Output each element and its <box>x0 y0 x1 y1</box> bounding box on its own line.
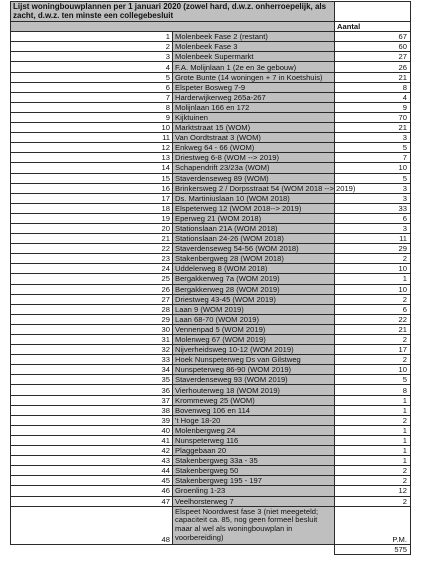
title-row <box>11 2 411 22</box>
plan-aantal: 17 <box>335 345 411 355</box>
table-row <box>11 173 411 183</box>
plan-aantal: 10 <box>335 365 411 375</box>
row-number: 22 <box>11 244 173 254</box>
plan-aantal: 2 <box>335 294 411 304</box>
table-row <box>11 365 411 375</box>
plan-name: Plaggebaan 20 <box>173 446 335 456</box>
table-row <box>11 314 411 324</box>
plan-aantal: 5 <box>335 143 411 153</box>
table-row <box>11 335 411 345</box>
table-row <box>11 274 411 284</box>
table-row <box>11 496 411 506</box>
table-row <box>11 415 411 425</box>
plan-name: Groenling 1-23 <box>173 486 335 496</box>
row-number: 19 <box>11 213 173 223</box>
row-number: 34 <box>11 365 173 375</box>
row-number: 28 <box>11 304 173 314</box>
table-row <box>11 425 411 435</box>
row-number: 9 <box>11 112 173 122</box>
plan-name: Hoek Nunspeterweg Ds van Gilstweg <box>173 355 335 365</box>
plan-name: Vierhouterweg 18 (WOM 2019) <box>173 385 335 395</box>
plan-name: Enkweg 64 - 66 (WOM) <box>173 143 335 153</box>
row-number: 17 <box>11 193 173 203</box>
table-row <box>11 183 411 193</box>
table-row <box>11 143 411 153</box>
plan-aantal: 5 <box>335 173 411 183</box>
row-number: 7 <box>11 92 173 102</box>
spreadsheet <box>10 1 411 555</box>
table-row <box>11 234 411 244</box>
row-number: 33 <box>11 355 173 365</box>
plan-name: Bovenweg 106 en 114 <box>173 405 335 415</box>
table-row <box>11 264 411 274</box>
column-header-row <box>11 22 411 32</box>
table-row <box>11 375 411 385</box>
plan-aantal: 12 <box>335 486 411 496</box>
row-number: 42 <box>11 446 173 456</box>
plan-aantal: 3 <box>335 223 411 233</box>
title-blank-cell <box>335 2 411 22</box>
table-row <box>11 123 411 133</box>
plan-aantal: 21 <box>335 72 411 82</box>
table-row <box>11 72 411 82</box>
row-number: 18 <box>11 203 173 213</box>
plan-name: Harderwijkerweg 265a-267 <box>173 92 335 102</box>
plan-name: 't Hoge 18-20 <box>173 415 335 425</box>
row-number: 10 <box>11 123 173 133</box>
plan-aantal: 21 <box>335 324 411 334</box>
table-row <box>11 456 411 466</box>
plan-aantal: 1 <box>335 446 411 456</box>
plan-aantal: 6 <box>335 304 411 314</box>
plan-aantal: 1 <box>335 274 411 284</box>
table-row <box>11 223 411 233</box>
housing-plans-table <box>10 1 411 555</box>
table-row <box>11 324 411 334</box>
table-row <box>11 112 411 122</box>
plan-name: Veelhorsterweg 7 <box>173 496 335 506</box>
row-number: 5 <box>11 72 173 82</box>
plan-aantal: 2 <box>335 496 411 506</box>
plan-aantal: 2 <box>335 254 411 264</box>
row-number: 27 <box>11 294 173 304</box>
plan-name: Stakenbergweg 195 - 197 <box>173 476 335 486</box>
plan-name: Molijnlaan 166 en 172 <box>173 102 335 112</box>
table-row <box>11 163 411 173</box>
plan-name: Stationslaan 21A (WOM 2018) <box>173 223 335 233</box>
row-number: 46 <box>11 486 173 496</box>
plan-name: Staverdenseweg 93 (WOM 2019) <box>173 375 335 385</box>
plan-name: Driestweg 6-8 (WOM --> 2019) <box>173 153 335 163</box>
row-number: 4 <box>11 62 173 72</box>
plan-aantal: 26 <box>335 62 411 72</box>
row-number: 43 <box>11 456 173 466</box>
plan-name: Staverdenseweg 89 (WOM) <box>173 173 335 183</box>
plan-name: Elspeet Noordwest fase 3 (niet meegeteld; capaciteit ca. 85, nog geen formeel besluit maar al wel als woningbouwplan in voorbereiding) <box>173 506 335 544</box>
table-row <box>11 476 411 486</box>
table-row <box>11 304 411 314</box>
plan-name: Molenbeek Supermarkt <box>173 52 335 62</box>
table-row <box>11 284 411 294</box>
plan-aantal: 2 <box>335 476 411 486</box>
table-title: Lijst woningbouwplannen per 1 januari 2020 (zowel hard, d.w.z. onherroepelijk, als zacht, d.w.z. ten minste een collegebesluit <box>11 2 335 22</box>
total-row <box>11 544 411 554</box>
plan-aantal: 70 <box>335 112 411 122</box>
plan-aantal: 6 <box>335 213 411 223</box>
plan-aantal: 2 <box>335 415 411 425</box>
plan-name: Stationslaan 24-26 (WOM 2018) <box>173 234 335 244</box>
row-number: 48 <box>11 506 173 544</box>
plan-aantal: 22 <box>335 314 411 324</box>
row-number: 11 <box>11 133 173 143</box>
table-row <box>11 42 411 52</box>
plan-name: Krommeweg 25 (WOM) <box>173 395 335 405</box>
plan-aantal: 3 <box>335 183 411 193</box>
plan-name: Molenbergweg 24 <box>173 425 335 435</box>
plan-name: Nunspeterweg 86-90 (WOM 2019) <box>173 365 335 375</box>
table-row <box>11 193 411 203</box>
row-number: 47 <box>11 496 173 506</box>
table-row <box>11 466 411 476</box>
plan-name: Vennenpad 5 (WOM 2019) <box>173 324 335 334</box>
row-number: 36 <box>11 385 173 395</box>
plan-name: Stakenbergweg 28 (WOM 2018) <box>173 254 335 264</box>
row-number: 37 <box>11 395 173 405</box>
row-number: 16 <box>11 183 173 193</box>
row-number: 26 <box>11 284 173 294</box>
plan-name: Grote Bunte (14 woningen + 7 in Koetshuis) <box>173 72 335 82</box>
plan-name: Molenweg 67 (WOM 2019) <box>173 335 335 345</box>
row-number: 40 <box>11 425 173 435</box>
plan-name: Bergakkerweg 7a (WOM 2019) <box>173 274 335 284</box>
plan-aantal: 3 <box>335 193 411 203</box>
plan-name: Molenbeek Fase 3 <box>173 42 335 52</box>
row-number: 31 <box>11 335 173 345</box>
plan-aantal: 1 <box>335 435 411 445</box>
table-row <box>11 92 411 102</box>
plan-aantal: 1 <box>335 395 411 405</box>
row-number: 14 <box>11 163 173 173</box>
row-number: 15 <box>11 173 173 183</box>
table-row <box>11 355 411 365</box>
plan-aantal: 29 <box>335 244 411 254</box>
plan-aantal: 11 <box>335 234 411 244</box>
row-number: 24 <box>11 264 173 274</box>
row-number: 20 <box>11 223 173 233</box>
table-row <box>11 32 411 42</box>
row-number: 13 <box>11 153 173 163</box>
plan-name: Driestweg 43-45 (WOM 2019) <box>173 294 335 304</box>
plan-name: Van Oordtstraat 3 (WOM) <box>173 133 335 143</box>
plan-aantal: 1 <box>335 456 411 466</box>
row-number: 21 <box>11 234 173 244</box>
plan-name: Schapendrift 23/23a (WOM) <box>173 163 335 173</box>
table-row <box>11 294 411 304</box>
row-number: 29 <box>11 314 173 324</box>
table-row <box>11 385 411 395</box>
total-blank-nr <box>11 544 173 554</box>
table-row <box>11 82 411 92</box>
table-row <box>11 405 411 415</box>
row-number: 1 <box>11 32 173 42</box>
table-row <box>11 446 411 456</box>
table-row <box>11 213 411 223</box>
plan-name: F.A. Molijnlaan 1 (2e en 3e gebouw) <box>173 62 335 72</box>
header-blank-cell <box>11 22 335 32</box>
plan-name: Kijktuinen <box>173 112 335 122</box>
plan-aantal: 8 <box>335 385 411 395</box>
plan-aantal: 67 <box>335 32 411 42</box>
plan-aantal: 21 <box>335 123 411 133</box>
row-number: 2 <box>11 42 173 52</box>
table-row <box>11 102 411 112</box>
plan-name: Bergakkerweg 28 (WOM 2019) <box>173 284 335 294</box>
row-number: 8 <box>11 102 173 112</box>
row-number: 35 <box>11 375 173 385</box>
plan-aantal: 1 <box>335 405 411 415</box>
row-number: 44 <box>11 466 173 476</box>
table-row <box>11 244 411 254</box>
plan-name: Brinkersweg 2 / Dorpsstraat 54 (WOM 2018 --> 2019) <box>173 183 335 193</box>
plan-aantal: 5 <box>335 375 411 385</box>
plan-aantal: 7 <box>335 153 411 163</box>
table-row <box>11 133 411 143</box>
plan-aantal: 9 <box>335 102 411 112</box>
plan-name: Uddelerweg 8 (WOM 2018) <box>173 264 335 274</box>
row-number: 45 <box>11 476 173 486</box>
plan-name: Laan 68-70 (WOM 2019) <box>173 314 335 324</box>
row-number: 41 <box>11 435 173 445</box>
table-row <box>11 486 411 496</box>
row-number: 30 <box>11 324 173 334</box>
row-number: 25 <box>11 274 173 284</box>
total-blank-name <box>173 544 335 554</box>
table-row <box>11 52 411 62</box>
plan-aantal: 4 <box>335 92 411 102</box>
table-row <box>11 395 411 405</box>
plan-name: Nunspeterweg 116 <box>173 435 335 445</box>
plan-aantal: 2 <box>335 335 411 345</box>
table-row <box>11 153 411 163</box>
plan-aantal: 33 <box>335 203 411 213</box>
plan-aantal: 27 <box>335 52 411 62</box>
plan-name: Molenbeek Fase 2 (restant) <box>173 32 335 42</box>
plan-aantal: 8 <box>335 82 411 92</box>
plan-aantal: 60 <box>335 42 411 52</box>
plan-name: Stakenbergweg 50 <box>173 466 335 476</box>
plan-name: Marktstraat 15 (WOM) <box>173 123 335 133</box>
plan-name: Laan 9 (WOM 2019) <box>173 304 335 314</box>
table-row <box>11 203 411 213</box>
row-number: 38 <box>11 405 173 415</box>
plan-aantal: 10 <box>335 264 411 274</box>
plan-name: Elspeterweg 12 (WOM 2018--> 2019) <box>173 203 335 213</box>
plan-aantal: P.M. <box>335 506 411 544</box>
row-number: 23 <box>11 254 173 264</box>
plan-aantal: 2 <box>335 355 411 365</box>
plan-aantal: 10 <box>335 284 411 294</box>
plan-name: Nijverheidsweg 10-12 (WOM 2019) <box>173 345 335 355</box>
row-number: 6 <box>11 82 173 92</box>
table-row-note <box>11 506 411 544</box>
plan-name: Stakenbergweg 33a - 35 <box>173 456 335 466</box>
table-row <box>11 435 411 445</box>
plan-aantal: 3 <box>335 133 411 143</box>
plan-name: Staverdenseweg 54-56 (WOM 2018) <box>173 244 335 254</box>
table-row <box>11 254 411 264</box>
plan-aantal: 2 <box>335 466 411 476</box>
plan-name: Eperweg 21 (WOM 2018) <box>173 213 335 223</box>
row-number: 32 <box>11 345 173 355</box>
aantal-header: Aantal <box>335 22 411 32</box>
plan-aantal: 10 <box>335 163 411 173</box>
total-value: 575 <box>335 544 411 554</box>
row-number: 3 <box>11 52 173 62</box>
row-number: 12 <box>11 143 173 153</box>
plan-aantal: 1 <box>335 425 411 435</box>
plan-name: Ds. Martiniuslaan 10 (WOM 2018) <box>173 193 335 203</box>
plan-name: Elspeter Bosweg 7-9 <box>173 82 335 92</box>
table-row <box>11 345 411 355</box>
row-number: 39 <box>11 415 173 425</box>
table-row <box>11 62 411 72</box>
